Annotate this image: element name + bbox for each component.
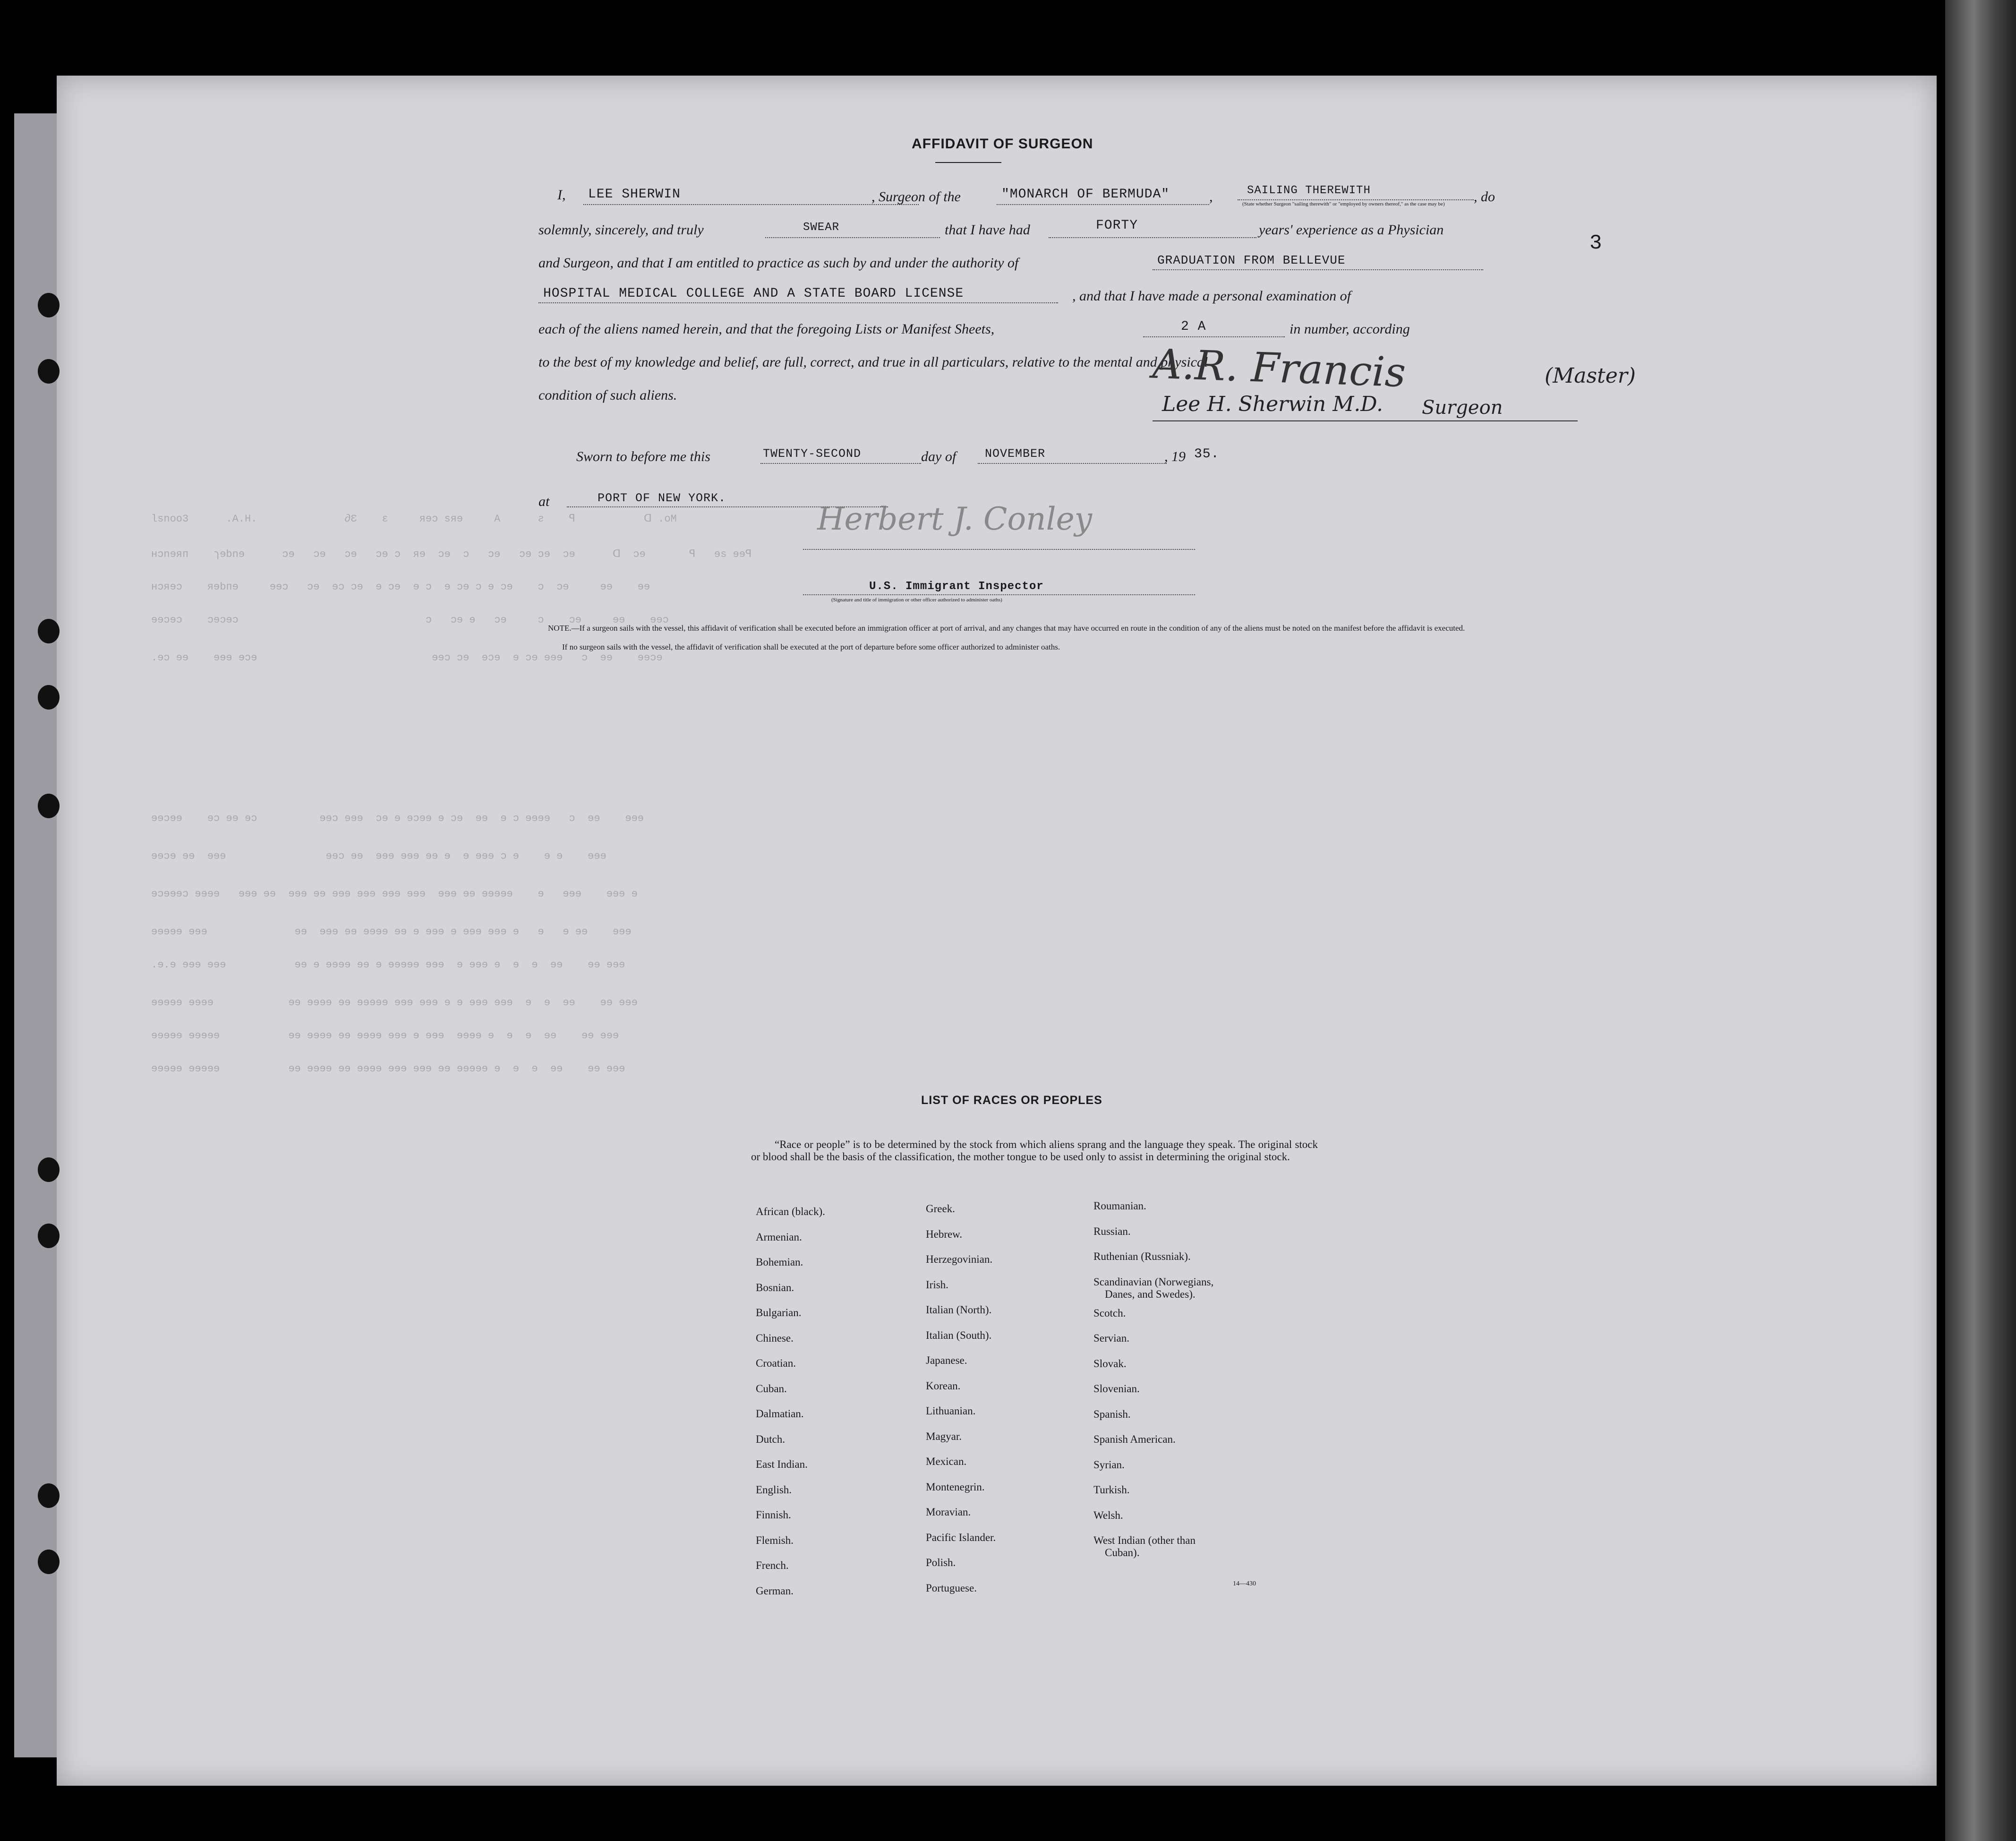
oath-type: SWEAR — [803, 221, 840, 234]
race-item: Herzegovinian. — [926, 1253, 993, 1265]
race-item: Slovenian. — [1093, 1383, 1140, 1395]
sailing-status: SAILING THEREWITH — [1247, 184, 1371, 197]
bleed-through-text: ʜɔnɘᴙᴨ ɿɘbnɘ ɔɘ ɔɘ ɔɘ ɔɘ ɔ ᴙɘ ɔɘ ɔ ɔɘ ɔɘ ɔɘ ɔɘ ꓷ ɔɘ ꟼ ɘs ɘɘꟼ — [151, 548, 752, 560]
races-title: LIST OF RACES OR PEOPLES — [921, 1094, 1102, 1107]
signature-rule — [1153, 420, 1578, 421]
bleed-through-text: ɘɘɘɘɘ ɘɘɘɘ ɘɘ ɘɘɘɘ ɘɘ ɘɘɘɘɘ ɘɘɘ ɘɘɘ ɘ ɘ ɘɘɘ ɘɘɘ ɘ ɘ ɘɘ ɘɘ ɘɘɘ — [151, 997, 638, 1009]
race-item: Bohemian. — [756, 1256, 803, 1268]
bleed-through-text: ɘɘɔɘɘ ɘɔ ɘɘ ɘɔ ɘɘɔ ɘɘɘ ɔɘ ɘ ɘɔɘɘ ɘ ɔɘ ɘɘ ɘ ɔ ɘɘɘɘ ɔ ɘɘ ɘɘɘ — [151, 813, 644, 824]
race-item: Pacific Islander. — [926, 1531, 996, 1543]
races-column-1 — [756, 1199, 912, 1603]
binder-hole — [38, 1157, 60, 1182]
line2-mid: that I have had — [945, 222, 1030, 238]
race-item: Korean. — [926, 1379, 961, 1392]
race-item: Lithuanian. — [926, 1405, 976, 1417]
race-item: Montenegrin. — [926, 1481, 985, 1493]
inspector-rule — [803, 549, 1195, 550]
race-item: Chinese. — [756, 1332, 794, 1344]
binder-hole — [38, 1550, 60, 1574]
comma: , — [1209, 189, 1213, 205]
race-item: Bulgarian. — [756, 1307, 802, 1319]
bleed-through-text: ʜɔᴙɘɔ ᴙɘbᴨɘ ɘɘɔ ɔɘ ɘɔ ɔɘ ɘ ɔɘ ɘ ɔ ɘ ɔɘ ɔ ɘ ɔɘ ɔ ɔɘ ɘɘ ɘɘ — [151, 581, 650, 593]
line5-end: in number, according — [1290, 321, 1410, 337]
race-item: Welsh. — [1093, 1509, 1123, 1521]
surgeon-signature-title: Surgeon — [1422, 397, 1503, 419]
place: PORT OF NEW YORK. — [598, 491, 726, 505]
race-item: Servian. — [1093, 1332, 1130, 1344]
master-label: (Master) — [1545, 364, 1636, 388]
races-column-2 — [926, 1196, 1082, 1601]
race-item: German. — [756, 1584, 794, 1597]
sworn-mid: day of — [921, 449, 957, 464]
race-item: Syrian. — [1093, 1458, 1125, 1471]
race-item: Armenian. — [756, 1231, 802, 1243]
bleed-through-text: ɘɔɘɘɘɔ ɘɘɘɘ ɘɘɘ ɘɘ ɘɘɘ ɘɘ ɘɘɘ ɘɘɘ ɘɘɘ ɘɘɘ ɘɘɘ ɘɘ ɘɘɘɘɘ ɘ ɘɘɘ ɘɘɘ ɘ — [151, 888, 638, 900]
bleed-through-text: ɘɘɘɘɘ ɘɘɘɘɘ ɘɘ ɘɘɘɘ ɘɘ ɘɘɘɘ ɘɘɘ ɘɘɘ ɘɘ ɘɘɘɘɘ ɘ ɘ ɘ ɘɘ ɘɘ ɘɘɘ — [151, 1063, 625, 1075]
surgeon-signature: Lee H. Sherwin M.D. — [1162, 392, 1383, 416]
race-item: Roumanian. — [1093, 1200, 1146, 1212]
bleed-through-text: ɘɘɘɘɘ ɘɘɘɘɘ ɘɘ ɘɘɘɘ ɘɘ ɘɘɘɘ ɘɘɘ ɘ ɘɘɘ ɘɘɘɘ ɘ ɘ ɘ ɘɘ ɘɘ ɘɘɘ — [151, 1030, 619, 1042]
race-item: Irish. — [926, 1278, 948, 1291]
race-item: Mexican. — [926, 1456, 967, 1467]
race-item: Japanese. — [926, 1354, 967, 1366]
race-item: Cuban). — [1105, 1547, 1140, 1558]
race-item: Croatian. — [756, 1357, 796, 1369]
manifest-page — [57, 76, 1937, 1786]
race-item: Moravian. — [926, 1506, 971, 1518]
inspector-note: (Signature and title of immigration or other officer authorized to administer oaths) — [831, 597, 1002, 603]
inspector-title: U.S. Immigrant Inspector — [869, 580, 1044, 593]
line2-end: years' experience as a Physician — [1259, 222, 1444, 238]
binder-hole — [38, 1224, 60, 1248]
race-item: Ruthenian (Russniak). — [1093, 1250, 1191, 1262]
inspector-signature: Herbert J. Conley — [817, 501, 1093, 537]
line1-mid: , Surgeon of the — [871, 189, 961, 205]
race-item: Slovak. — [1093, 1357, 1127, 1370]
sworn-month: NOVEMBER — [985, 447, 1046, 461]
line5-pre: each of the aliens named herein, and that the foregoing Lists or Manifest Sheets, — [538, 321, 995, 337]
line6: to the best of my knowledge and belief, are full, correct, and true in all particulars, relative to the mental and physical — [538, 354, 1208, 370]
note-2: If no surgeon sails with the vessel, the affidavit of verification shall be executed at the port of departure before some officer authorized to administer oaths. — [562, 642, 1060, 651]
sworn-year-pre: , 19 — [1164, 449, 1186, 464]
binder-hole — [38, 619, 60, 643]
line7: condition of such aliens. — [538, 387, 677, 403]
line1-end: , do — [1474, 189, 1495, 205]
race-item: Danes, and Swedes). — [1105, 1288, 1196, 1300]
bleed-through-text: ɘɘɔɘ ɘɘ ɘɘɘ ɘɘɔ ɘɘ ɘɘɘ ɘɘɘ ɘɘ ɘ ɘ ɘɘɘ ɔ ɘ ɘ ɘ ɘɘɘ — [151, 850, 607, 862]
sheets-count: 2 A — [1181, 319, 1206, 334]
master-signature: A.R. Francis — [1152, 340, 1407, 397]
race-item: Russian. — [1093, 1225, 1131, 1237]
race-item: Dutch. — [756, 1433, 785, 1445]
surgeon-name: LEE SHERWIN — [588, 187, 681, 202]
race-item: Spanish American. — [1093, 1433, 1176, 1445]
binder-hole — [38, 359, 60, 384]
race-item: Finnish. — [756, 1509, 791, 1521]
page-number: 3 — [1589, 231, 1602, 255]
race-item: West Indian (other than — [1093, 1534, 1196, 1546]
race-item: Scotch. — [1093, 1307, 1126, 1319]
race-item: Italian (North). — [926, 1304, 992, 1316]
sworn-year: 35. — [1194, 447, 1220, 462]
bleed-through-text: ɘɘɘɘɘ ɘɘɘ ɘɘ ɘɘɘ ɘɘ ɘɘɘɘ ɘɘ ɘ ɘɘɘ ɘ ɘɘɘ ɘɘɘ ɘ ɘ ɘ ɘɘ ɘɘɘ — [151, 926, 632, 938]
line3-pre: and Surgeon, and that I am entitled to practice as such by and under the authority of — [538, 255, 1019, 271]
race-item: Portuguese. — [926, 1582, 977, 1594]
years: FORTY — [1096, 218, 1138, 233]
race-item: African (black). — [756, 1206, 825, 1217]
bleed-through-text: lsnoo3 .A.H. ∂Ɛ ɛ ᴙɘɔ sᴙɘ A ƨ ꟼ ꓷ .oM — [151, 513, 677, 525]
race-item: Italian (South). — [926, 1329, 992, 1341]
binder-hole — [38, 1483, 60, 1508]
bleed-through-text: ɘɘɔɘɔ ɔɘɔɘɔ ɔ ɔɘ ɘ ɔɘ ɔ ɔɘ ɘɘ ɘɘɔ — [151, 614, 669, 626]
affidavit-title: AFFIDAVIT OF SURGEON — [912, 136, 1093, 152]
bleed-through-text: .ɘɔ ɘɘ ɘɘɘ ɘɔɘ ɘɘɔ ɔɘ ɘɔɘ ɘ ɔɘ ɘɘɘ ɔ ɘɘ ɘɘɔɘ — [151, 652, 663, 664]
race-item: Dalmatian. — [756, 1408, 804, 1420]
authority-2: HOSPITAL MEDICAL COLLEGE AND A STATE BOARD LICENSE — [543, 286, 964, 301]
race-item: Spanish. — [1093, 1408, 1131, 1420]
race-item: Turkish. — [1093, 1484, 1130, 1496]
race-item: French. — [756, 1559, 789, 1571]
binder-hole — [38, 293, 60, 317]
binder-hole — [38, 685, 60, 710]
ship-name: "MONARCH OF BERMUDA" — [1001, 187, 1170, 202]
races-intro: “Race or people” is to be determined by the stock from which aliens sprang and the language they speak. The original stock or blood shall be the basis of the classification, the mother tongue to be used only to assist in determining the original stock. — [751, 1139, 1318, 1163]
race-item: Cuban. — [756, 1382, 787, 1395]
race-item: Polish. — [926, 1557, 956, 1568]
adjacent-page-edge — [1945, 0, 2016, 1841]
title-rule — [935, 162, 1001, 163]
authority-1: GRADUATION FROM BELLEVUE — [1157, 253, 1346, 267]
sworn-day: TWENTY-SECOND — [763, 447, 862, 461]
races-column-3 — [1093, 1193, 1292, 1559]
race-item: Greek. — [926, 1203, 955, 1215]
bleed-through-text: .ɘ.ɘ ɘɘɘ ɘɘɘ ɘɘ ɘ ɘɘɘɘ ɘɘ ɘ ɘɘɘɘɘ ɘɘɘ ɘ ɘɘɘ ɘ ɘ ɘ ɘɘ ɘɘ ɘɘɘ — [151, 959, 625, 971]
at-label: at — [538, 494, 550, 509]
race-item: Hebrew. — [926, 1228, 963, 1240]
race-item: East Indian. — [756, 1458, 808, 1470]
line4-end: , and that I have made a personal examination of — [1072, 288, 1351, 304]
sworn-pre: Sworn to before me this — [576, 449, 710, 464]
form-number: 14—430 — [1233, 1580, 1256, 1587]
race-item: Scandinavian (Norwegians, — [1093, 1276, 1214, 1288]
note-1: NOTE.—If a surgeon sails with the vessel, this affidavit of verification shall be executed before an immigration officer at port of arrival, and any changes that may have occurred en route in the condition of any of the aliens must be noted on the manifest before the affidavit is executed. — [548, 624, 1465, 633]
race-item: Magyar. — [926, 1430, 962, 1442]
line1-pre: I, — [557, 187, 566, 203]
race-item: Flemish. — [756, 1534, 794, 1546]
line2-pre: solemnly, sincerely, and truly — [538, 222, 704, 238]
sailing-note: (State whether Surgeon "sailing therewith" or "employed by owners thereof," as the case may be) — [1242, 201, 1445, 207]
race-item: English. — [756, 1483, 792, 1496]
binder-hole — [38, 794, 60, 818]
race-item: Bosnian. — [756, 1281, 794, 1293]
